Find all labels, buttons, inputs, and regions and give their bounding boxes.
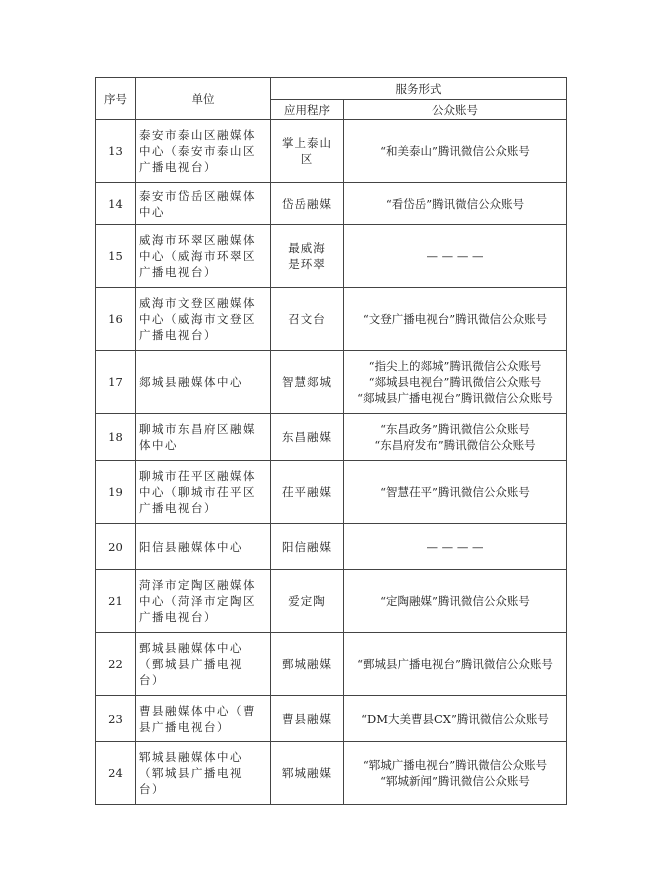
account-cell [344, 633, 567, 696]
app-line: 茌平融媒 [282, 485, 332, 499]
unit-line: 郓城县融媒体中心 [139, 750, 243, 764]
app-cell [271, 414, 344, 461]
row-index: 20 [96, 524, 136, 570]
unit-line: 泰安市泰山区融媒体 [139, 128, 256, 142]
account-cell [344, 461, 567, 524]
service-table [95, 77, 567, 805]
unit-cell [136, 524, 271, 570]
account-line: “文登广播电视台”腾讯微信公众账号 [362, 312, 548, 326]
account-cell [344, 742, 567, 805]
account-line: “DM大美曹县CX”腾讯微信公众账号 [361, 711, 549, 726]
table-row [96, 183, 567, 225]
unit-line: 中心（聊城市茌平区 [139, 485, 256, 499]
app-line: 阳信融媒 [282, 539, 332, 554]
app-line: 鄄城融媒 [282, 657, 332, 671]
header-unit: 单位 [136, 78, 271, 120]
row-index: 15 [96, 225, 136, 288]
account-line: “智慧茌平”腾讯微信公众账号 [380, 485, 530, 499]
app-cell [271, 120, 344, 183]
unit-line: 体中心 [139, 438, 178, 452]
app-cell [271, 288, 344, 351]
unit-line: 台） [139, 782, 165, 796]
account-line: “和美泰山”腾讯微信公众账号 [380, 144, 530, 158]
unit-cell [136, 288, 271, 351]
unit-line: 郯城县融媒体中心 [139, 375, 243, 389]
unit-line: 中心（菏泽市定陶区 [139, 594, 256, 608]
account-cell [344, 288, 567, 351]
account-cell [344, 414, 567, 461]
account-cell [344, 570, 567, 633]
unit-line: 鄄城县融媒体中心 [139, 641, 243, 655]
header-service-form: 服务形式 [271, 78, 567, 100]
table-row [96, 524, 567, 570]
app-cell [271, 351, 344, 414]
table-row [96, 225, 567, 288]
table-row [96, 414, 567, 461]
unit-line: 菏泽市定陶区融媒体 [139, 578, 256, 592]
account-line: “定陶融媒”腾讯微信公众账号 [380, 594, 530, 608]
row-index: 23 [96, 696, 136, 742]
app-line: 郓城融媒 [282, 766, 332, 780]
row-index: 14 [96, 183, 136, 225]
table-row [96, 461, 567, 524]
table-row [96, 120, 567, 183]
unit-line: 广播电视台） [139, 265, 217, 279]
app-line: 是环翠 [288, 257, 326, 271]
account-line: “东昌政务”腾讯微信公众账号 [380, 422, 530, 436]
unit-line: 中心（泰安市泰山区 [139, 144, 256, 158]
unit-cell [136, 183, 271, 225]
unit-cell [136, 633, 271, 696]
unit-line: 聊城市茌平区融媒体 [139, 469, 256, 483]
account-cell [344, 120, 567, 183]
row-index: 18 [96, 414, 136, 461]
table-body [96, 120, 567, 805]
unit-line: （鄄城县广播电视 [139, 657, 243, 671]
app-line: 区 [300, 152, 314, 166]
app-cell [271, 183, 344, 225]
unit-line: 威海市环翠区融媒体 [139, 233, 256, 247]
account-line: “鄄城县广播电视台”腾讯微信公众账号 [357, 657, 553, 671]
app-line: 东昌融媒 [282, 430, 332, 444]
account-line: — — — — [426, 539, 484, 554]
app-cell [271, 742, 344, 805]
unit-line: （郓城县广播电视 [139, 766, 243, 780]
app-line: 爱定陶 [288, 594, 326, 608]
account-line: “郯城县广播电视台”腾讯微信公众账号 [357, 391, 553, 405]
app-cell [271, 570, 344, 633]
unit-line: 阳信县融媒体中心 [139, 539, 243, 554]
unit-cell [136, 225, 271, 288]
unit-cell [136, 742, 271, 805]
app-line: 曹县融媒 [282, 711, 332, 726]
header-account: 公众账号 [344, 100, 567, 120]
row-index: 17 [96, 351, 136, 414]
unit-cell [136, 414, 271, 461]
account-line: “指尖上的郯城”腾讯微信公众账号 [368, 359, 542, 373]
unit-line: 台） [139, 673, 165, 687]
app-cell [271, 461, 344, 524]
row-index: 16 [96, 288, 136, 351]
app-line: 岱岳融媒 [282, 196, 332, 211]
unit-cell [136, 461, 271, 524]
account-cell [344, 524, 567, 570]
row-index: 19 [96, 461, 136, 524]
unit-cell [136, 120, 271, 183]
header-app: 应用程序 [271, 100, 344, 120]
account-line: “郯城县电视台”腾讯微信公众账号 [368, 375, 542, 389]
table-row [96, 570, 567, 633]
unit-line: 泰安市岱岳区融媒体 [139, 188, 256, 203]
account-line: “郓城广播电视台”腾讯微信公众账号 [362, 758, 548, 772]
app-line: 最威海 [288, 241, 326, 255]
unit-line: 聊城市东昌府区融媒 [139, 422, 256, 436]
account-line: “东昌府发布”腾讯微信公众账号 [374, 438, 536, 452]
account-line: “郓城新闻”腾讯微信公众账号 [380, 774, 530, 788]
unit-line: 威海市文登区融媒体 [139, 296, 256, 310]
account-line: “看岱岳”腾讯微信公众账号 [385, 196, 525, 211]
account-cell [344, 351, 567, 414]
app-line: 召文台 [288, 312, 326, 326]
unit-line: 广播电视台） [139, 501, 217, 515]
row-index: 24 [96, 742, 136, 805]
unit-line: 中心（威海市环翠区 [139, 249, 256, 263]
unit-line: 曹县融媒体中心（曹 [139, 703, 256, 718]
unit-cell [136, 570, 271, 633]
app-cell [271, 696, 344, 742]
unit-line: 中心 [139, 204, 165, 219]
account-cell [344, 225, 567, 288]
account-cell [344, 183, 567, 225]
header-index: 序号 [96, 78, 136, 120]
app-cell [271, 524, 344, 570]
table-row [96, 351, 567, 414]
row-index: 22 [96, 633, 136, 696]
row-index: 13 [96, 120, 136, 183]
unit-cell [136, 351, 271, 414]
app-line: 掌上泰山 [282, 136, 332, 150]
table-row [96, 288, 567, 351]
unit-cell [136, 696, 271, 742]
unit-line: 县广播电视台） [139, 719, 230, 734]
app-cell [271, 633, 344, 696]
table-row [96, 633, 567, 696]
account-cell [344, 696, 567, 742]
app-cell [271, 225, 344, 288]
account-line: — — — — [426, 249, 484, 263]
unit-line: 广播电视台） [139, 160, 217, 174]
unit-line: 广播电视台） [139, 610, 217, 624]
app-line: 智慧郯城 [282, 375, 332, 389]
table-row [96, 742, 567, 805]
row-index: 21 [96, 570, 136, 633]
unit-line: 广播电视台） [139, 328, 217, 342]
unit-line: 中心（威海市文登区 [139, 312, 256, 326]
table-row [96, 696, 567, 742]
